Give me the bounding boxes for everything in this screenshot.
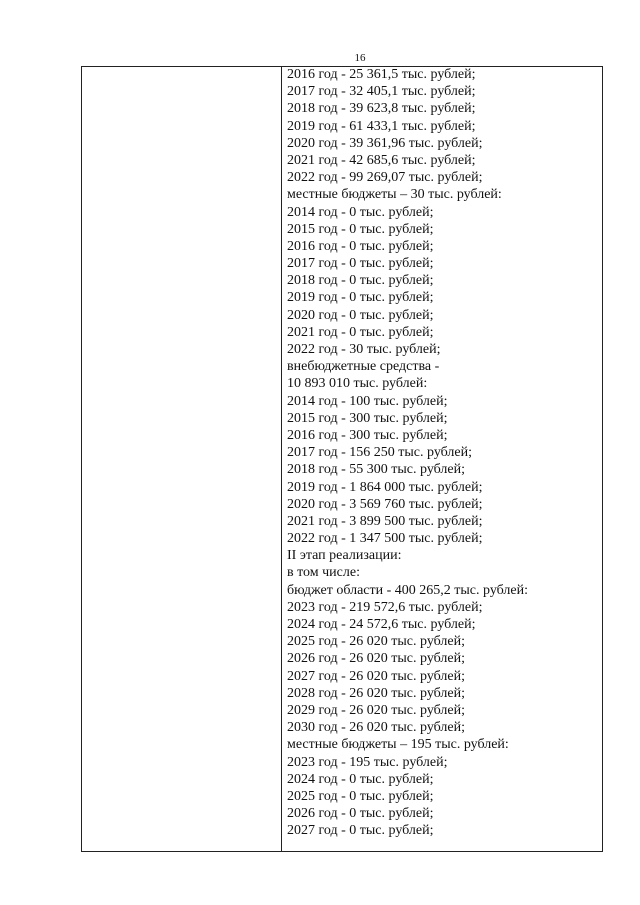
text-line: 2027 год - 0 тыс. рублей; <box>287 823 434 839</box>
text-line: 2024 год - 0 тыс. рублей; <box>287 771 434 787</box>
text-line: 2021 год - 0 тыс. рублей; <box>287 324 434 340</box>
funding-lines <box>287 66 602 839</box>
column-divider <box>281 67 282 851</box>
text-line: внебюджетные средства - <box>287 359 440 375</box>
text-line: 2020 год - 0 тыс. рублей; <box>287 307 434 323</box>
text-line: 2021 год - 3 899 500 тыс. рублей; <box>287 513 483 529</box>
text-line: 2028 год - 26 020 тыс. рублей; <box>287 685 466 701</box>
page-number: 16 <box>354 52 366 64</box>
text-line: 2019 год - 1 864 000 тыс. рублей; <box>287 479 483 495</box>
text-line: II этап реализации: <box>287 548 402 564</box>
text-line: 2025 год - 0 тыс. рублей; <box>287 788 434 804</box>
text-line: 2019 год - 61 433,1 тыс. рублей; <box>287 118 476 134</box>
text-line: 2027 год - 26 020 тыс. рублей; <box>287 668 466 684</box>
text-line: 2018 год - 55 300 тыс. рублей; <box>287 462 466 478</box>
text-line: 2018 год - 0 тыс. рублей; <box>287 273 434 289</box>
left-cell <box>82 67 281 851</box>
text-line: бюджет области - 400 265,2 тыс. рублей: <box>287 582 529 598</box>
text-line: 2019 год - 0 тыс. рублей; <box>287 290 434 306</box>
text-line: 2026 год - 0 тыс. рублей; <box>287 806 434 822</box>
text-line: 2022 год - 99 269,07 тыс. рублей; <box>287 170 483 186</box>
text-line: 2017 год - 156 250 тыс. рублей; <box>287 445 473 461</box>
text-line: 2025 год - 26 020 тыс. рублей; <box>287 634 466 650</box>
text-line: местные бюджеты – 30 тыс. рублей: <box>287 187 502 203</box>
text-line: 2026 год - 26 020 тыс. рублей; <box>287 651 466 667</box>
text-line: 2015 год - 0 тыс. рублей; <box>287 221 434 237</box>
text-line: 2014 год - 0 тыс. рублей; <box>287 204 434 220</box>
text-line: 2030 год - 26 020 тыс. рублей; <box>287 720 466 736</box>
text-line: 2015 год - 300 тыс. рублей; <box>287 410 448 426</box>
text-line: в том числе: <box>287 565 360 581</box>
text-line: 2016 год - 300 тыс. рублей; <box>287 427 448 443</box>
text-line: 10 893 010 тыс. рублей: <box>287 376 428 392</box>
document-table <box>81 66 603 852</box>
text-line: 2014 год - 100 тыс. рублей; <box>287 393 448 409</box>
text-line: 2024 год - 24 572,6 тыс. рублей; <box>287 617 476 632</box>
text-line: 2022 год - 30 тыс. рублей; <box>287 342 441 357</box>
text-line: 2016 год - 0 тыс. рублей; <box>287 238 434 254</box>
text-line: 2017 год - 32 405,1 тыс. рублей; <box>287 84 476 100</box>
text-line: 2017 год - 0 тыс. рублей; <box>287 256 434 272</box>
text-line: местные бюджеты – 195 тыс. рублей: <box>287 737 509 753</box>
text-line: 2023 год - 195 тыс. рублей; <box>287 754 448 770</box>
right-cell <box>287 67 602 851</box>
text-line: 2020 год - 3 569 760 тыс. рублей; <box>287 496 483 512</box>
text-line: 2029 год - 26 020 тыс. рублей; <box>287 702 466 718</box>
text-line: 2020 год - 39 361,96 тыс. рублей; <box>287 135 483 151</box>
text-line: 2021 год - 42 685,6 тыс. рублей; <box>287 152 476 168</box>
text-line: 2022 год - 1 347 500 тыс. рублей; <box>287 531 483 547</box>
text-line: 2023 год - 219 572,6 тыс. рублей; <box>287 599 483 615</box>
text-line: 2018 год - 39 623,8 тыс. рублей; <box>287 101 476 117</box>
text-line: 2016 год - 25 361,5 тыс. рублей; <box>287 67 476 82</box>
